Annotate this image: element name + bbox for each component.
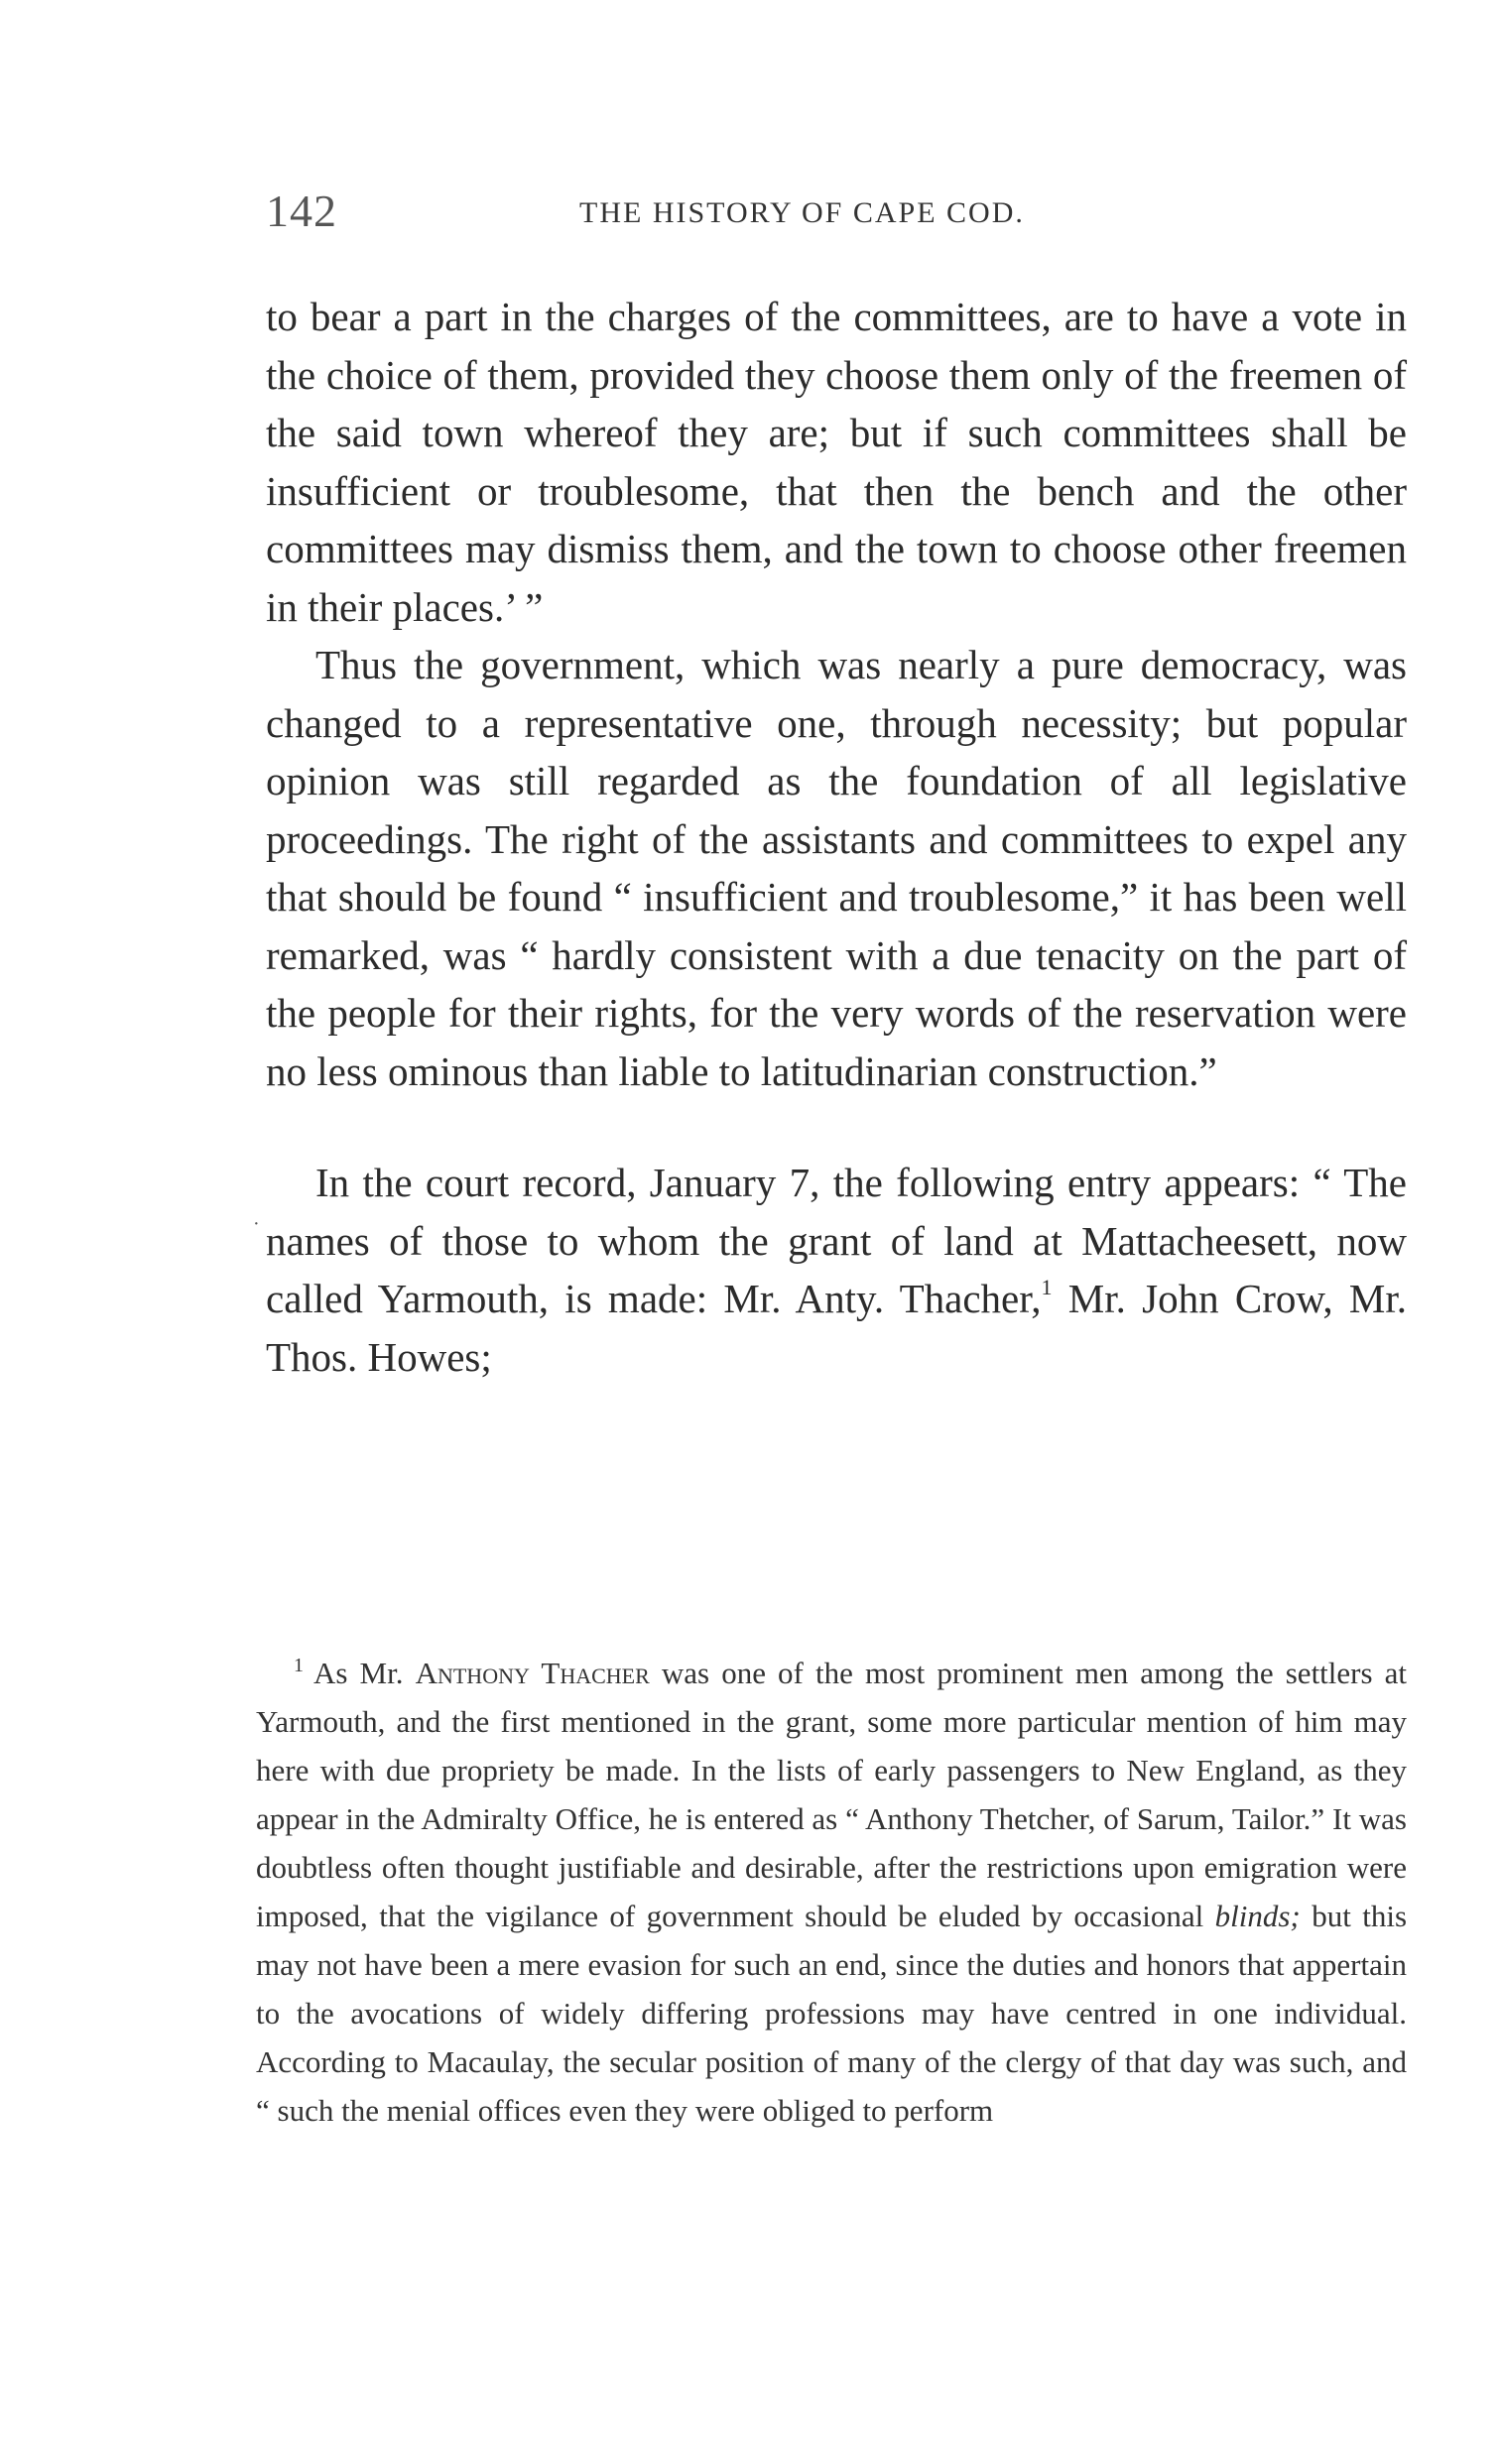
paragraph-3 [266,1154,1407,1386]
footnote-lead: As Mr. [313,1656,404,1690]
running-title: THE HISTORY OF CAPE COD. [579,196,1025,229]
paragraph-3-text-a: In the court record, January 7, the following entry appears: “ The names of those to whom the grant of land at Mattacheesett, now called Yarmouth, is made: Mr. Anty. Thacher, [266,1160,1407,1321]
footnote-1 [256,1649,1407,2135]
page-number: 142 [266,185,337,236]
body-text [266,288,1407,1386]
running-head [266,185,1407,244]
footnote-name: Anthony Thacher [415,1656,650,1690]
paragraph-1: to bear a part in the charges of the committees, are to have a vote in the choice of them, provided they choose them only of the freemen of the said town whereof they are; but if such committees shall be insufficient or troublesome, that then the bench and the other committees may dismiss them, and the town to choose other freemen in their places.’ ” [266,294,1407,630]
footnote-text-a: was one of the most prominent men among the settlers at Yarmouth, and the first mentioned in the grant, some more particular mention of him may here with due propriety be made. In the lists of early passengers to New England, as they appear in the Admiralty Office, he is entered as “ Anthony Thetcher, of Sarum, Tailor.” It was doubtless often thought justifiable and desirable, after the restrictions upon emigration were imposed, that the vigilance of government should be eluded by occasional [256,1656,1408,1933]
footnote-italic: blinds; [1214,1899,1301,1933]
margin-mark: · [253,1213,260,1235]
paragraph-2: Thus the government, which was nearly a pure democracy, was changed to a representative one, through necessity; but popular opinion was still regarded as the foundation of all legislative proceedings. The right of the assistants and committees to expel any that should be found “ insufficient and troublesome,” it has been well remarked, was “ hardly consistent with a due tenacity on the part of the people for their rights, for the very words of the reservation were no less ominous than liable to latitudinarian construction.” [266,642,1407,1094]
footnote-reference: 1 [1041,1275,1053,1299]
footnote-text-b: but this may not have been a mere evasion for such an end, since the duties and honors that appertain to the avocations of widely differing professions may have centred in one individual. According to Macaulay, the secular position of many of the clergy of that day was such, and “ such the menial offices even they were obliged to perform [256,1899,1408,2128]
footnote-mark: 1 [294,1655,304,1676]
paragraph-3-text-b: Mr. John Crow, Mr. Thos. Howes; [266,1276,1407,1380]
footnotes [256,1649,1407,2135]
